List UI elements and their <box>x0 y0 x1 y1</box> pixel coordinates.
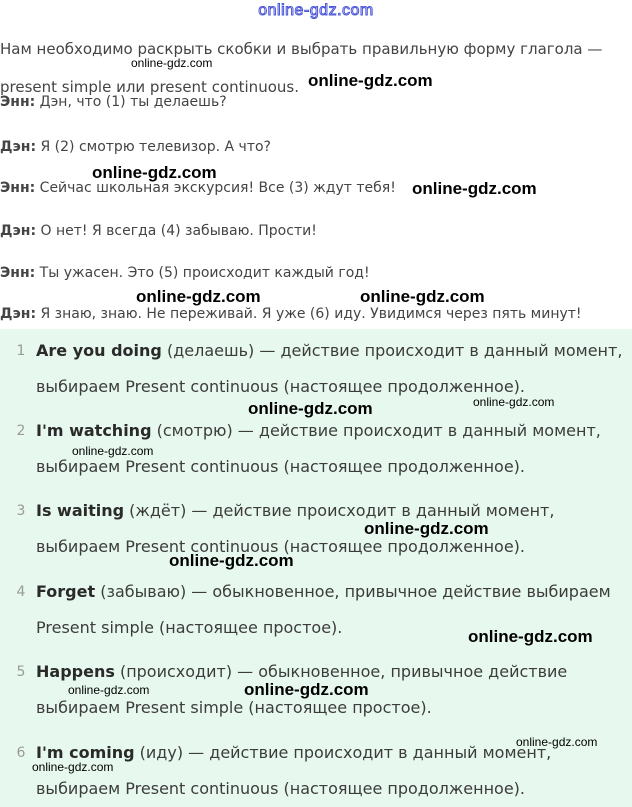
dialogue-line <box>0 94 227 110</box>
watermark: online-gdz.com <box>516 735 598 749</box>
answer-key: I'm coming <box>36 743 135 762</box>
watermark: online-gdz.com <box>92 163 217 182</box>
watermark: online-gdz.com <box>248 399 373 418</box>
answer-explanation: (смотрю) — действие происходит в данный момент, выбираем Present continuous (настоящее продолженное). <box>36 421 601 476</box>
dialogue-text: Я знаю, знаю. Не переживай. Я уже (6) иду. Увидимся через пять минут! <box>36 306 582 322</box>
dialogue-text: О нет! Я всегда (4) забываю. Прости! <box>36 223 317 239</box>
watermark: online-gdz.com <box>244 680 369 699</box>
speaker: Энн: <box>0 265 36 281</box>
answer-number: 4 <box>16 584 26 600</box>
speaker: Энн: <box>0 180 36 196</box>
answer-key: Is waiting <box>36 501 125 520</box>
dialogue-text: Дэн, что (1) ты делаешь? <box>35 94 227 110</box>
speaker: Дэн: <box>0 223 37 239</box>
answer-explanation: (забываю) — обыкновенное, привычное действие выбираем Present simple (настоящее простое). <box>36 582 611 637</box>
answer-explanation: (делаешь) — действие происходит в данный момент, выбираем Present continuous (настоящее продолженное). <box>36 341 623 396</box>
watermark: online-gdz.com <box>412 179 537 198</box>
watermark: online-gdz.com <box>68 683 150 697</box>
dialogue-line <box>0 306 582 322</box>
dialogue-text: Сейчас школьная экскурсия! Все (3) ждут тебя! <box>35 180 396 196</box>
answer-key: Forget <box>36 582 96 601</box>
dialogue-line <box>0 139 271 155</box>
answer-number: 6 <box>16 745 26 761</box>
answer-key: Happens <box>36 662 115 681</box>
answer-number: 2 <box>16 423 26 439</box>
watermark: online-gdz.com <box>136 287 261 306</box>
dialogue-text: Ты ужасен. Это (5) происходит каждый год! <box>35 265 370 281</box>
watermark: online-gdz.com <box>131 56 213 70</box>
answer-number: 5 <box>16 664 26 680</box>
watermark: online-gdz.com <box>364 519 489 538</box>
answer-number: 1 <box>16 343 26 359</box>
answer-explanation: (ждёт) — действие происходит в данный момент, выбираем Present continuous (настоящее продолженное). <box>36 501 555 556</box>
answer-key: I'm watching <box>36 421 152 440</box>
task-intro: Нам необходимо раскрыть скобки и выбрать правильную форму глагола — present simple или present continuous. <box>0 40 603 96</box>
dialogue-text: Я (2) смотрю телевизор. А что? <box>36 139 271 155</box>
watermark: online-gdz.com <box>72 444 154 458</box>
site-header[interactable]: online-gdz.com <box>258 2 374 19</box>
answer-explanation: (иду) — действие происходит в данный момент, выбираем Present continuous (настоящее продолженное). <box>36 743 552 798</box>
answer-item <box>0 493 632 565</box>
watermark: online-gdz.com <box>360 287 485 306</box>
dialogue-line <box>0 223 317 239</box>
answer-number: 3 <box>16 503 26 519</box>
speaker: Дэн: <box>0 306 37 322</box>
watermark: online-gdz.com <box>308 71 433 90</box>
watermark: online-gdz.com <box>169 551 294 570</box>
watermark: online-gdz.com <box>468 627 593 646</box>
watermark: online-gdz.com <box>32 760 114 774</box>
answer-explanation: (происходит) — обыкновенное, привычное действие выбираем Present simple (настоящее простое). <box>36 662 568 717</box>
answer-key: Are you doing <box>36 341 162 360</box>
speaker: Энн: <box>0 94 36 110</box>
watermark: online-gdz.com <box>473 395 555 409</box>
dialogue-line <box>0 265 370 281</box>
speaker: Дэн: <box>0 139 37 155</box>
